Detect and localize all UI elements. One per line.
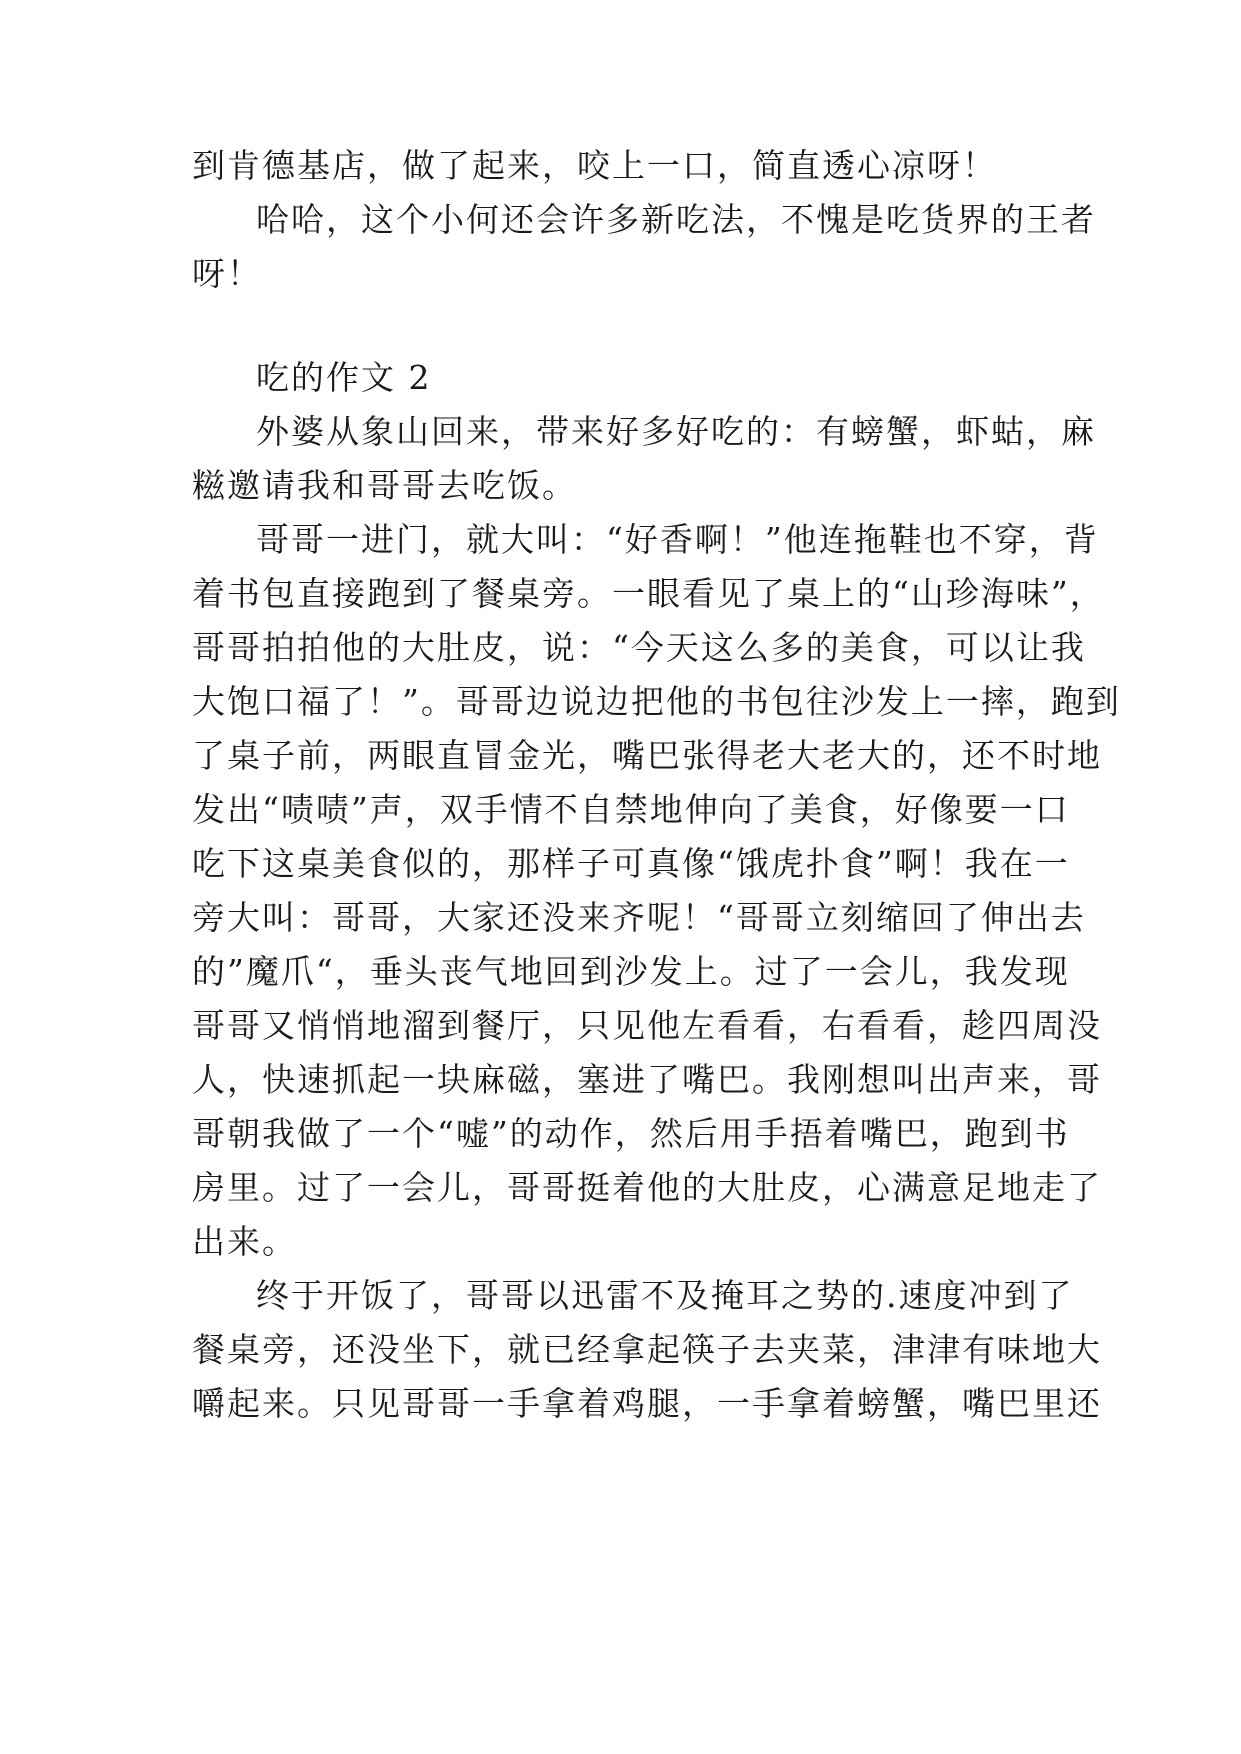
text-line: 的”魔爪“，垂头丧气地回到沙发上。过了一会儿，我发现: [192, 952, 1070, 991]
text-line: 大饱口福了！”。哥哥边说边把他的书包往沙发上一摔，跑到: [192, 682, 1121, 721]
text-line: 哥哥拍拍他的大肚皮，说：“今天这么多的美食，可以让我: [192, 628, 1086, 667]
text-line: 呀！: [192, 254, 262, 293]
text-line: 着书包直接跑到了餐桌旁。一眼看见了桌上的“山珍海味”，: [192, 574, 1105, 613]
text-line: 餐桌旁，还没坐下，就已经拿起筷子去夹菜，津津有味地大: [192, 1330, 1102, 1369]
text-line: 了桌子前，两眼直冒金光，嘴巴张得老大老大的，还不时地: [192, 736, 1102, 775]
text-line: 到肯德基店，做了起来，咬上一口，简直透心凉呀！: [192, 146, 997, 185]
text-line: 哈哈，这个小何还会许多新吃法，不愧是吃货界的王者: [256, 200, 1096, 239]
text-line: 房里。过了一会儿，哥哥挺着他的大肚皮，心满意足地走了: [192, 1168, 1102, 1207]
text-line: 吃下这桌美食似的，那样子可真像“饿虎扑食”啊！我在一: [192, 844, 1070, 883]
text-line: 嚼起来。只见哥哥一手拿着鸡腿，一手拿着螃蟹，嘴巴里还: [192, 1384, 1102, 1423]
text-line: 哥朝我做了一个“嘘”的动作，然后用手捂着嘴巴，跑到书: [192, 1114, 1070, 1153]
text-line: 出来。: [192, 1222, 297, 1261]
text-line: 旁大叫：哥哥，大家还没来齐呢！“哥哥立刻缩回了伸出去: [192, 898, 1086, 937]
text-line: 人，快速抓起一块麻磁，塞进了嘴巴。我刚想叫出声来，哥: [192, 1060, 1102, 1099]
text-line: 发出“啧啧”声，双手情不自禁地伸向了美食，好像要一口: [192, 790, 1070, 829]
text-line: 外婆从象山回来，带来好多好吃的：有螃蟹，虾蛄，麻: [256, 412, 1096, 451]
text-line: 终于开饭了，哥哥以迅雷不及掩耳之势的.速度冲到了: [256, 1276, 1074, 1315]
text-line: 哥哥又悄悄地溜到餐厅，只见他左看看，右看看，趁四周没: [192, 1006, 1102, 1045]
section-title: 吃的作文 2: [256, 358, 432, 397]
text-line: 糍邀请我和哥哥去吃饭。: [192, 466, 577, 505]
text-line: 哥哥一进门，就大叫：“好香啊！”他连拖鞋也不穿，背: [256, 520, 1099, 559]
